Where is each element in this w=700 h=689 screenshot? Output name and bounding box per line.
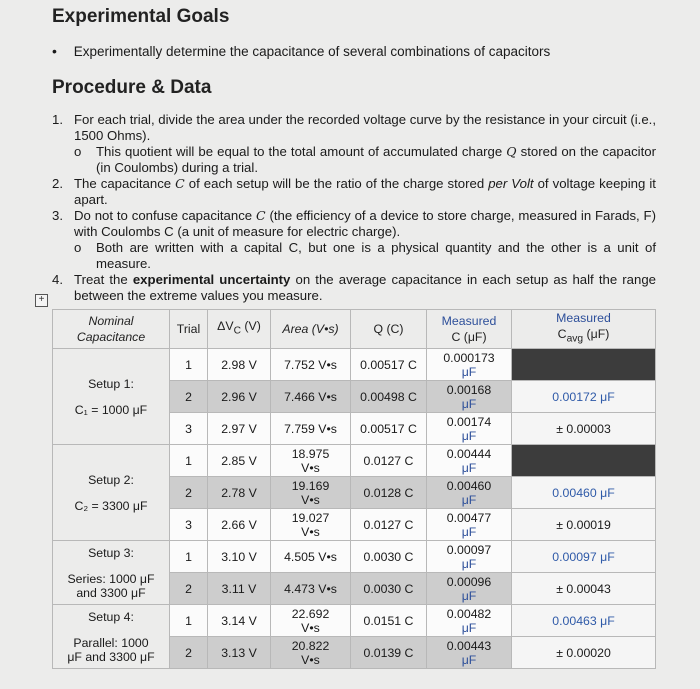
area-unit: V•s [301,524,320,539]
dv-cell: 2.85 V [208,445,271,477]
uncertainty-cell: ± 0.00043 [512,573,656,605]
goal-bullet [52,43,550,59]
setup-label: Setup 4: [88,609,134,624]
header-avg-sub: avg [566,333,584,345]
trial-cell: 1 [170,349,208,381]
measured-unit: μF [461,652,477,667]
measured-cell [427,573,512,605]
header-trial: Trial [170,310,208,349]
step-2-text-b: of each setup will be the ratio of the charge stored [188,176,485,191]
header-delta-v-unit: (V) [244,319,261,334]
uncertainty-cell: ± 0.00019 [512,509,656,541]
header-avg-bottom [512,326,655,347]
header-avg-top: Measured [556,311,611,326]
setup-1-cell [53,349,170,445]
uncertainty-cell: ± 0.00003 [512,413,656,445]
measured-cell [427,477,512,509]
measured-cell [427,381,512,413]
setup-label: Setup 1: [88,376,134,391]
step-1-sub [74,144,656,176]
step-3 [52,208,656,272]
q-cell: 0.0030 C [351,573,427,605]
header-measured-top: Measured [441,314,497,328]
symbol-c: C [256,208,266,223]
area-value: 19.169 [291,478,330,493]
q-cell: 0.0151 C [351,605,427,637]
data-table [52,309,656,669]
setup-detail-b: μF and 3300 μF [67,649,155,664]
step-4-bold: experimental uncertainty [132,272,291,287]
trial-cell: 2 [170,573,208,605]
procedure-steps [52,112,656,304]
step-3-sub-text: Both are written with a capital C, but one is a physical quantity and the other is a unit of measure. [96,240,656,271]
measured-unit: μF [461,460,477,475]
header-delta-v [208,310,271,349]
step-number: 4. [52,272,63,287]
avg-value-cell: 0.00460 μF [512,477,656,509]
measured-value: 0.00444 [446,446,492,461]
area-value: 18.975 [291,446,330,461]
step-number: 3. [52,208,63,223]
measured-unit: μF [461,364,477,379]
area-unit: V•s [301,492,320,507]
setup-2-cell [53,445,170,541]
step-2-text-a: The capacitance [74,176,172,191]
measured-value: 0.00174 [446,414,492,429]
procedure-heading: Procedure & Data [52,77,212,98]
q-cell: 0.00517 C [351,413,427,445]
measured-value: 0.00168 [446,382,492,397]
q-cell: 0.0030 C [351,541,427,573]
area-cell [271,445,351,477]
step-2-emphasis: per Volt [488,176,534,191]
measured-unit: μF [461,620,477,635]
area-cell: 4.505 V•s [271,541,351,573]
setup-detail: C₁ = 1000 μF [74,402,148,417]
area-cell [271,477,351,509]
setup-4-cell [53,605,170,669]
dv-cell: 2.66 V [208,509,271,541]
measured-value: 0.00097 [446,542,492,557]
area-unit: V•s [301,460,320,475]
header-q: Q (C) [351,310,427,349]
measured-unit: μF [461,524,477,539]
measured-cell [427,413,512,445]
header-avg [512,310,656,349]
step-1-sub-text-b: stored on the capacitor (in Coulombs) during a trial. [96,144,657,175]
header-delta-v-symbol: ΔV [217,319,234,334]
uncertainty-cell: ± 0.00020 [512,637,656,669]
measured-unit: μF [461,428,477,443]
step-1-sub-text-a: This quotient will be equal to the total amount of accumulated charge [96,144,503,159]
measured-unit: μF [461,556,477,571]
symbol-c: C [175,176,185,191]
bullet-dot-icon: • [52,43,57,59]
measured-value: 0.000173 [443,350,495,365]
avg-spacer-cell [512,445,656,477]
header-area-text: Area (V•s) [282,322,339,336]
setup-detail-b: and 3300 μF [76,585,146,600]
area-unit: V•s [301,620,320,635]
q-cell: 0.00517 C [351,349,427,381]
step-3-text-b: (the efficiency of a device to store charge, measured in Farads, F) with Coulombs C (a unit of measure for electric charge). [74,208,657,239]
q-cell: 0.0128 C [351,477,427,509]
dv-cell: 2.97 V [208,413,271,445]
setup-detail-a: Series: 1000 μF [67,571,155,586]
setup-3-cell [53,541,170,605]
table-header-row [53,310,656,349]
dv-cell: 3.11 V [208,573,271,605]
measured-cell [427,541,512,573]
goals-heading: Experimental Goals [52,6,230,27]
dv-cell: 2.96 V [208,381,271,413]
dv-cell: 2.78 V [208,477,271,509]
setup-detail-a: Parallel: 1000 [73,635,149,650]
setup-detail: C₂ = 3300 μF [74,498,148,513]
setup-label: Setup 3: [88,545,134,560]
area-cell: 7.752 V•s [271,349,351,381]
area-cell [271,509,351,541]
trial-cell: 1 [170,541,208,573]
measured-cell [427,637,512,669]
dv-cell: 2.98 V [208,349,271,381]
step-1 [52,112,656,176]
area-cell [271,637,351,669]
header-measured-bottom: C (μF) [451,330,487,344]
step-4-text-b: on the average capacitance in each setup as half the range between the extreme values you measure. [74,272,656,303]
header-measured [427,310,512,349]
avg-value-cell: 0.00172 μF [512,381,656,413]
setup-label: Setup 2: [88,472,134,487]
measured-value: 0.00482 [446,606,492,621]
area-cell: 7.759 V•s [271,413,351,445]
q-cell: 0.0127 C [351,445,427,477]
area-cell: 7.466 V•s [271,381,351,413]
trial-cell: 2 [170,637,208,669]
symbol-q: Q [506,144,517,159]
header-avg-c: C [557,327,567,342]
area-value: 19.027 [291,510,330,525]
dv-cell: 3.14 V [208,605,271,637]
header-nominal-text: Nominal Capacitance [76,314,146,344]
header-delta-v-sub: C [233,325,241,337]
measured-cell [427,509,512,541]
step-3-text-a: Do not to confuse capacitance [74,208,253,223]
header-avg-unit: (μF) [586,327,610,342]
measured-unit: μF [461,492,477,507]
trial-cell: 2 [170,381,208,413]
step-2-text-d: of voltage keeping it apart. [74,176,656,207]
area-cell: 4.473 V•s [271,573,351,605]
table-row [53,445,656,477]
area-value: 20.822 [291,638,330,653]
step-4-text-a: Treat the [74,272,128,287]
avg-value-cell: 0.00463 μF [512,605,656,637]
measured-unit: μF [461,396,477,411]
measured-value: 0.00460 [446,478,492,493]
table-row [53,349,656,381]
measured-value: 0.00443 [446,638,492,653]
avg-value-cell: 0.00097 μF [512,541,656,573]
trial-cell: 1 [170,445,208,477]
trial-cell: 3 [170,509,208,541]
measured-cell [427,445,512,477]
measured-unit: μF [461,588,477,603]
step-4 [52,272,656,304]
measured-value: 0.00477 [446,510,492,525]
step-number: 2. [52,176,63,191]
circle-bullet-icon: o [74,144,82,159]
trial-cell: 2 [170,477,208,509]
measured-cell [427,605,512,637]
header-nominal [53,310,170,349]
area-unit: V•s [301,652,320,667]
measured-value: 0.00096 [446,574,492,589]
dv-cell: 3.13 V [208,637,271,669]
step-3-sub [74,240,656,272]
step-1-text: For each trial, divide the area under the recorded voltage curve by the resistance in your circuit (i.e., 1500 Ohms). [74,112,657,143]
area-value: 22.692 [291,606,330,621]
table-row [53,605,656,637]
dv-cell: 3.10 V [208,541,271,573]
goal-bullet-text: Experimentally determine the capacitance of several combinations of capacitors [73,44,551,59]
table-row [53,541,656,573]
table-move-handle-icon[interactable]: + [35,294,48,307]
step-2 [52,176,656,208]
q-cell: 0.0139 C [351,637,427,669]
q-cell: 0.0127 C [351,509,427,541]
area-cell [271,605,351,637]
q-cell: 0.00498 C [351,381,427,413]
measured-cell [427,349,512,381]
trial-cell: 3 [170,413,208,445]
avg-spacer-cell [512,349,656,381]
step-number: 1. [52,112,63,127]
circle-bullet-icon: o [74,240,82,255]
trial-cell: 1 [170,605,208,637]
header-area [271,310,351,349]
